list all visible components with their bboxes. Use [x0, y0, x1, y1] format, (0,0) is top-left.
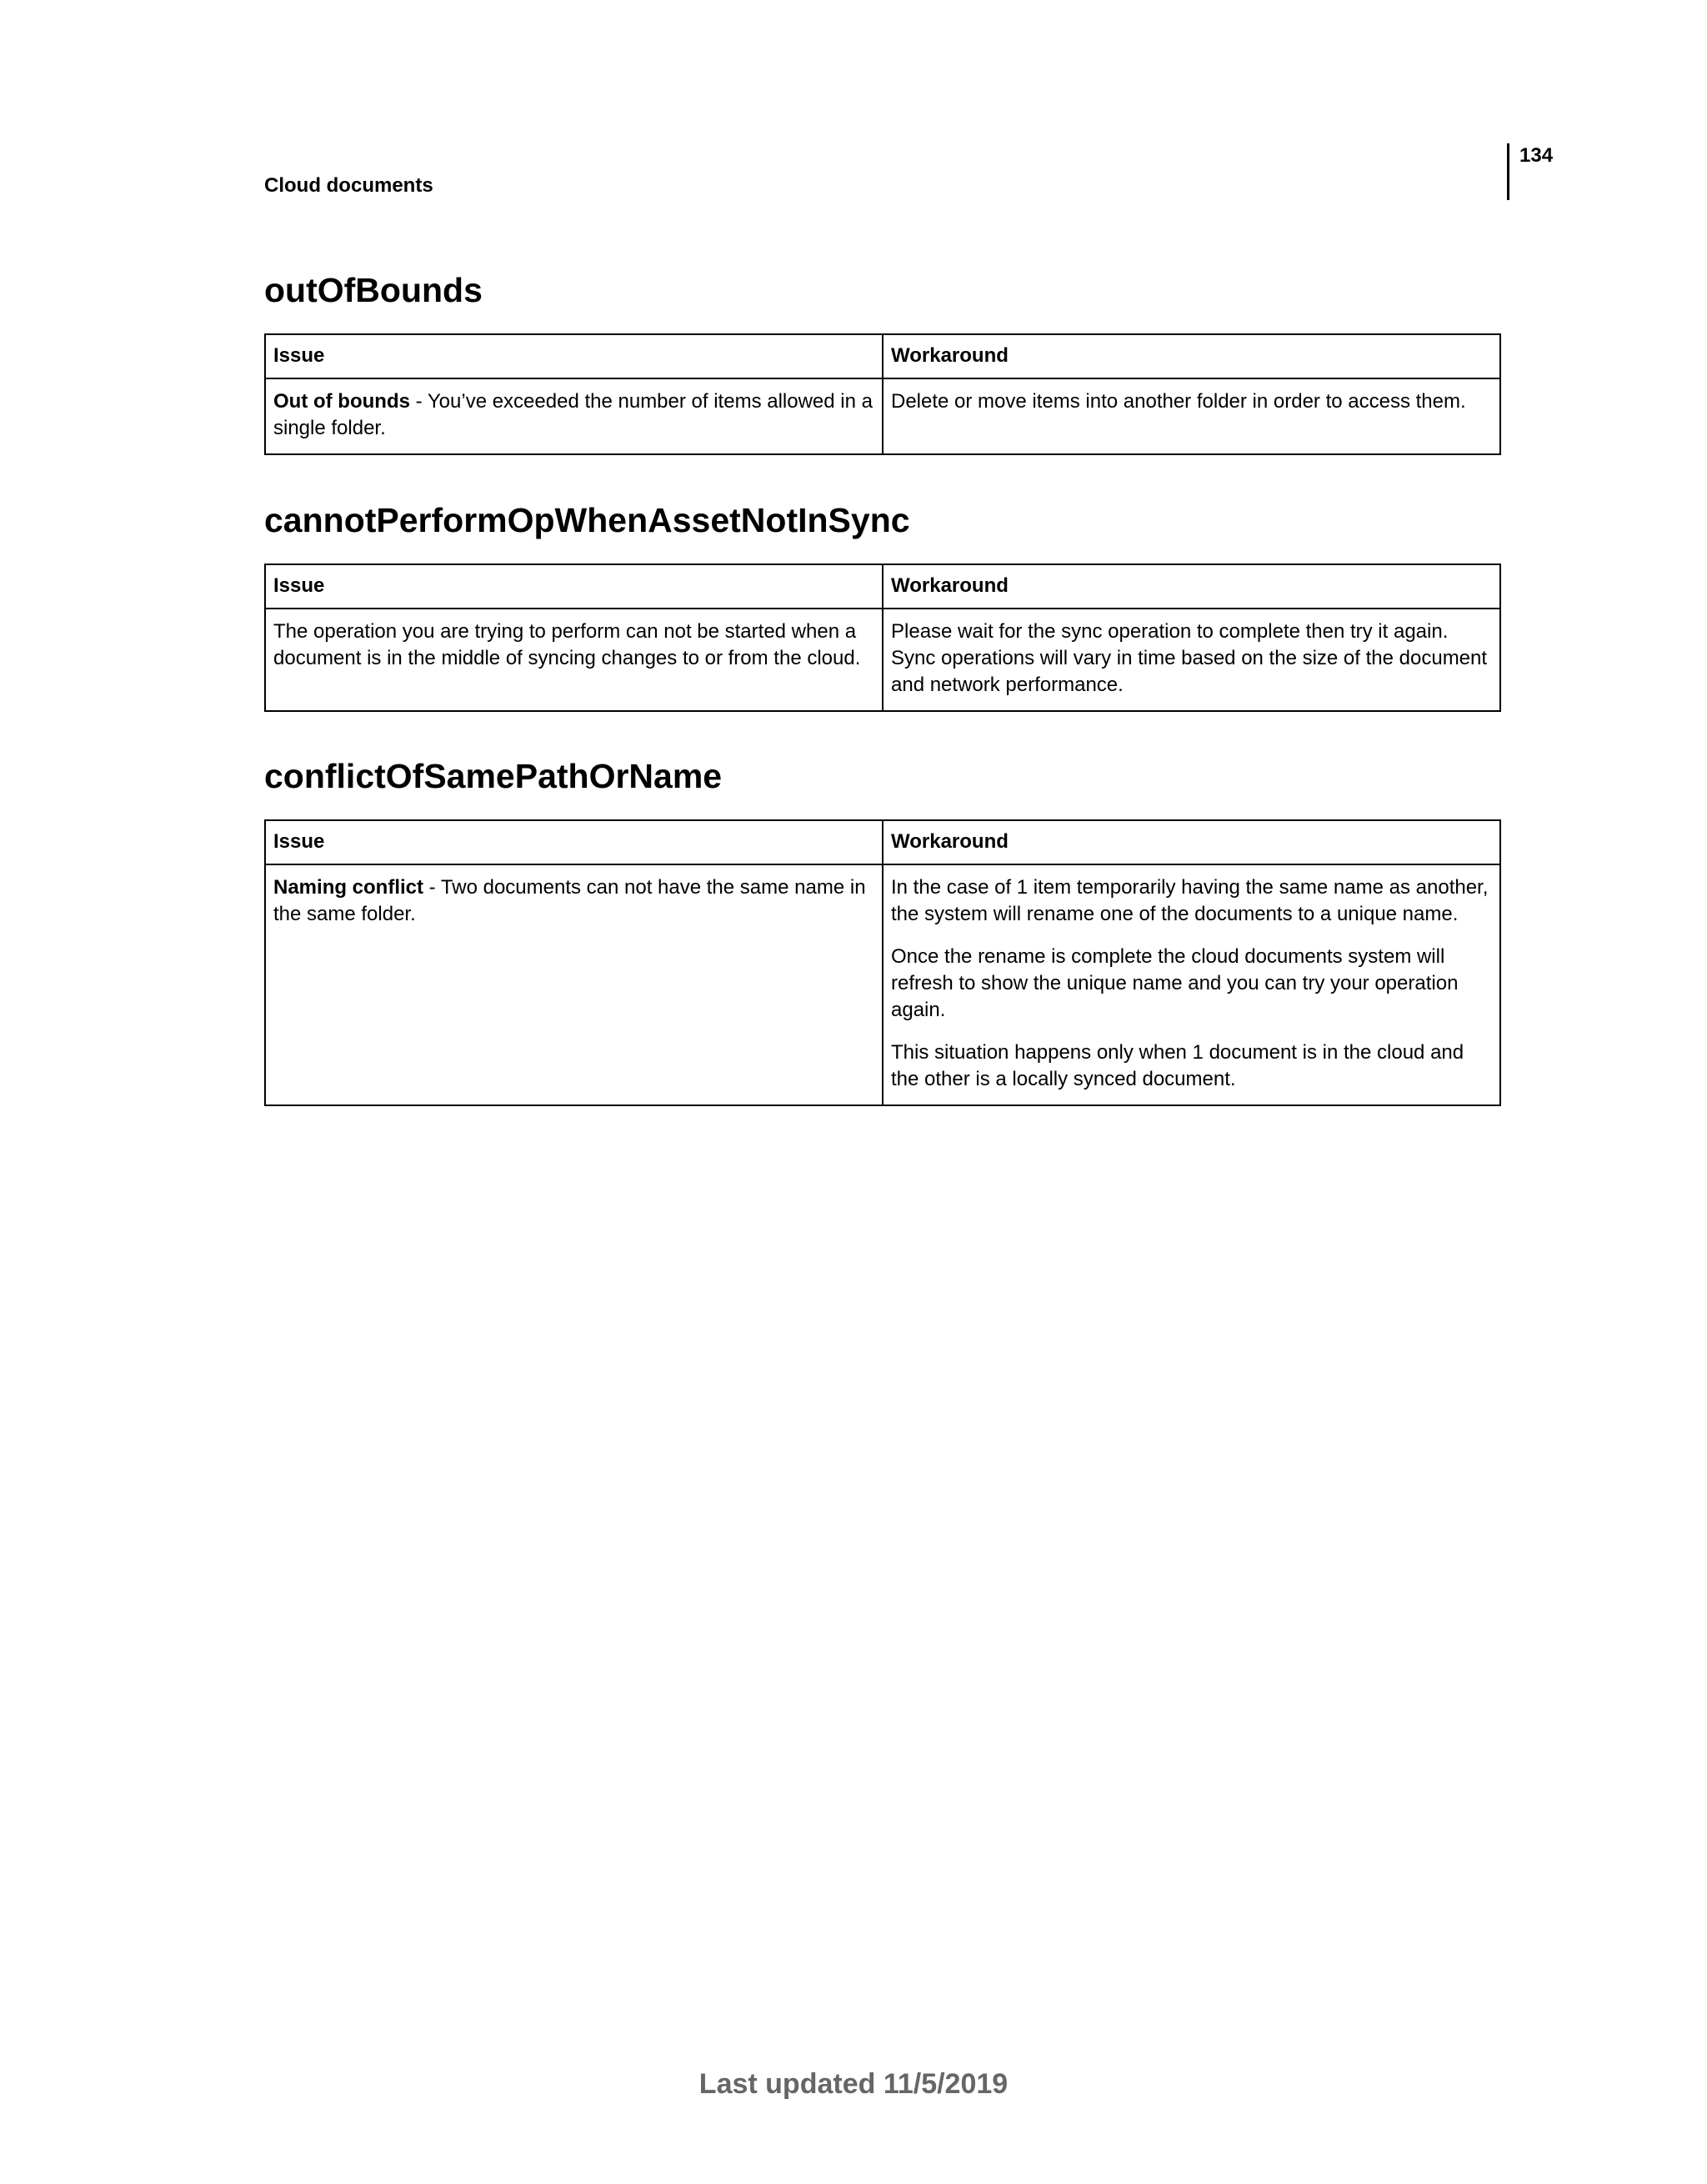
issue-text: The operation you are trying to perform can not be started when a document is in the middle of syncing changes to or from the cloud.: [273, 620, 861, 669]
table-row: [265, 864, 1500, 1105]
issue-text: - Two documents can not have the same name in the same folder.: [273, 876, 866, 925]
column-header-issue: Issue: [265, 334, 883, 378]
section-title: cannotPerformOpWhenAssetNotInSync: [264, 501, 910, 539]
page-number: 134: [1519, 144, 1554, 167]
section-out-of-bounds: [264, 268, 1499, 439]
issue-cell: [265, 609, 883, 711]
table-header-row: [265, 334, 1500, 378]
section-conflict-of-same-path: [264, 754, 1499, 1090]
column-header-issue: Issue: [265, 564, 883, 609]
workaround-cell: [883, 864, 1500, 1105]
issue-table: [264, 564, 1501, 712]
running-header: Cloud documents: [264, 174, 433, 197]
column-header-workaround: Workaround: [883, 564, 1500, 609]
issue-text: - You’ve exceeded the number of items allowed in a single folder.: [273, 390, 873, 439]
workaround-text: This situation happens only when 1 document is in the cloud and the other is a locally synced document.: [891, 1041, 1464, 1090]
workaround-text: Delete or move items into another folder in order to access them.: [891, 390, 1466, 413]
column-header-workaround: Workaround: [883, 820, 1500, 864]
section-cannot-perform-op: [264, 498, 1499, 696]
table-row: [265, 609, 1500, 711]
workaround-cell: [883, 609, 1500, 711]
table-row: [265, 378, 1500, 454]
table-header-row: [265, 564, 1500, 609]
column-header-issue: Issue: [265, 820, 883, 864]
issue-lead: Naming conflict: [273, 876, 424, 899]
issue-table: [264, 333, 1501, 455]
workaround-text: Please wait for the sync operation to complete then try it again. Sync operations will vary in time based on the size of the document and network performance.: [891, 620, 1488, 696]
workaround-text: Once the rename is complete the cloud documents system will refresh to show the unique name and you can try your operation again.: [891, 945, 1459, 1021]
issue-table: [264, 819, 1501, 1106]
issue-cell: [265, 864, 883, 1105]
table-header-row: [265, 820, 1500, 864]
last-updated-footer: Last updated 11/5/2019: [698, 2068, 1009, 2100]
section-title: outOfBounds: [264, 271, 483, 309]
issue-cell: [265, 378, 883, 454]
column-header-workaround: Workaround: [883, 334, 1500, 378]
section-title: conflictOfSamePathOrName: [264, 757, 723, 795]
workaround-text: In the case of 1 item temporarily having the same name as another, the system will rename one of the documents to a unique name.: [891, 876, 1489, 925]
workaround-cell: [883, 378, 1500, 454]
issue-lead: Out of bounds: [273, 390, 410, 413]
page-number-rule: [1507, 143, 1509, 200]
